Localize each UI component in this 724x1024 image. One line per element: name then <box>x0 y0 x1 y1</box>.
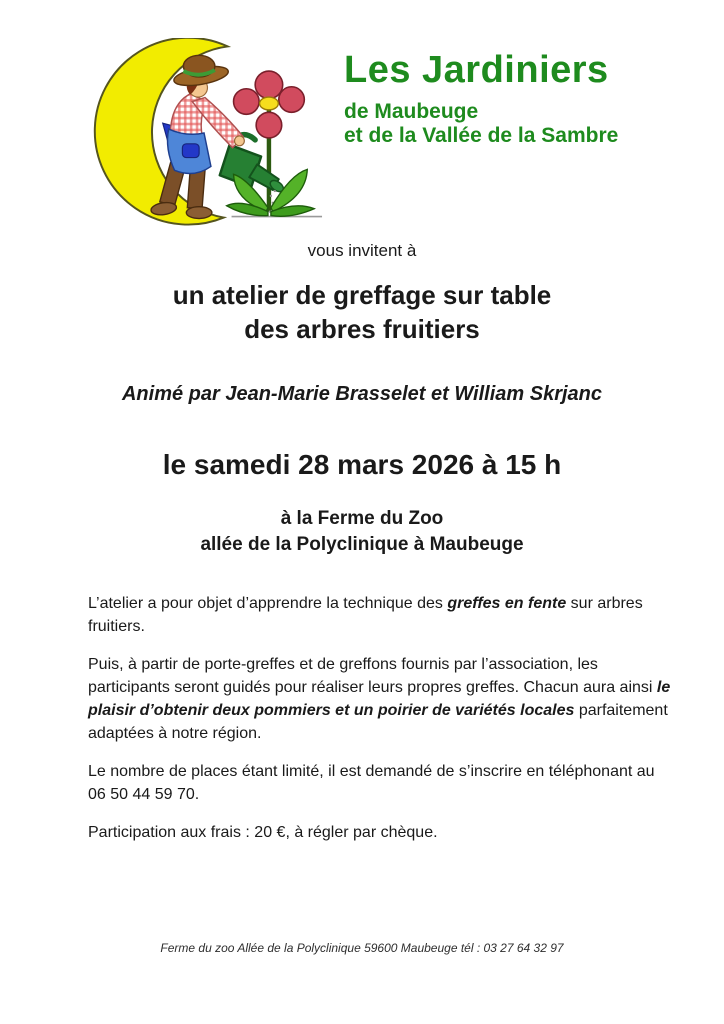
gardener-moon-logo-svg <box>88 38 324 226</box>
registration-text: Le nombre de places étant limité, il est demandé de s’inscrire en téléphonant au <box>88 763 655 780</box>
org-subtitle-line1: de Maubeuge <box>344 99 479 123</box>
p1-emphasis: greffes en fente <box>447 595 567 612</box>
org-subtitle-line2: et de la Vallée de la Sambre <box>344 123 619 147</box>
event-datetime: le samedi 28 mars 2026 à 15 h <box>162 449 562 480</box>
paragraph-workshop-details <box>88 653 680 745</box>
gardener-moon-logo <box>88 38 324 226</box>
paragraph-workshop-purpose <box>88 592 680 638</box>
org-title-block <box>344 38 618 148</box>
org-name: Les Jardiniers <box>344 49 609 91</box>
event-location-line1: à la Ferme du Zoo <box>280 508 444 529</box>
event-location-line2: allée de la Polyclinique à Maubeuge <box>200 534 524 555</box>
p2-pre: Puis, à partir de porte-greffes et de greffons fournis par l’association, les participants seront guidés pour réaliser leurs propres greffes. Chacun aura ainsi <box>88 656 657 696</box>
event-location <box>0 506 724 558</box>
registration-phone: 06 50 44 59 70. <box>88 786 200 803</box>
workshop-title-line2: des arbres fruitiers <box>244 314 480 344</box>
p2-post: parfaitement adaptées à notre région. <box>88 702 668 742</box>
animators-line: Animé par Jean-Marie Brasselet et William Skrjanc <box>121 383 603 405</box>
paragraph-fee: Participation aux frais : 20 €, à régler par chèque. <box>88 824 438 841</box>
flyer-header <box>88 38 618 226</box>
footer-address: Ferme du zoo Allée de la Polyclinique 59600 Maubeuge tél : 03 27 64 32 97 <box>160 941 564 955</box>
p2-emphasis: le plaisir d’obtenir deux pommiers et un poirier de variétés locales <box>88 679 671 719</box>
p1-post: sur arbres fruitiers. <box>88 595 643 635</box>
workshop-title-line1: un atelier de greffage sur table <box>172 280 552 310</box>
workshop-title <box>0 278 724 346</box>
p1-pre: L’atelier a pour objet d’apprendre la technique des <box>88 595 448 612</box>
body-text <box>88 592 680 859</box>
invitation-intro: vous invitent à <box>307 241 417 260</box>
paragraph-registration <box>88 760 680 806</box>
